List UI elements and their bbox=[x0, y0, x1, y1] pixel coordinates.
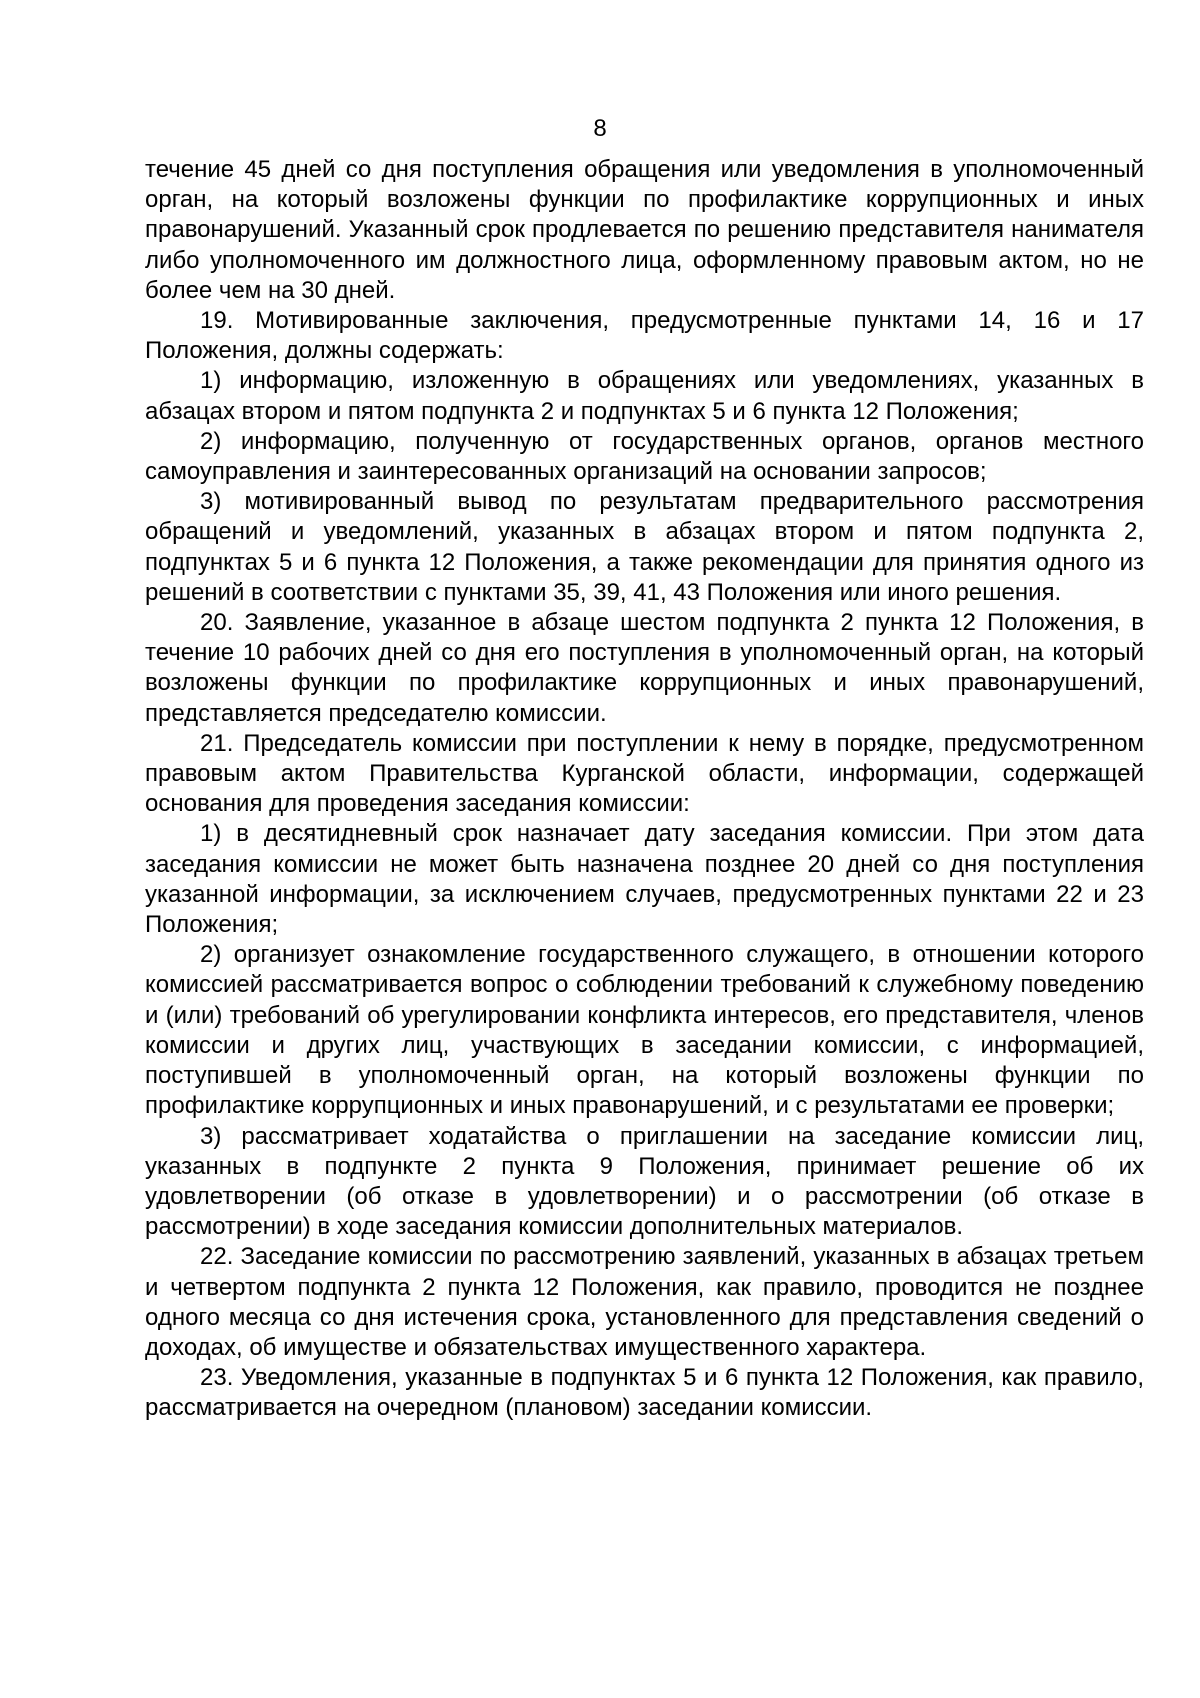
paragraph-item-20: 20. Заявление, указанное в абзаце шестом подпункта 2 пункта 12 Положения, в течение 10 рабочих дней со дня его поступления в уполномоченный орган, на который возложены функции по профилактике коррупционных и иных правонарушений, представляется председателю комиссии. bbox=[145, 609, 1144, 727]
paragraph-item-21-1: 1) в десятидневный срок назначает дату заседания комиссии. При этом дата заседания комиссии не может быть назначена позднее 20 дней со дня поступления указанной информации, за исключением случаев, предусмотренных пунктами 22 и 23 Положения; bbox=[145, 820, 1144, 939]
paragraph-item-23: 23. Уведомления, указанные в подпунктах 5 и 6 пункта 12 Положения, как правило, рассматривается на очередном (плановом) заседании комиссии. bbox=[145, 1364, 1144, 1422]
page-number: 8 bbox=[593, 115, 607, 142]
paragraph-item-19-3: 3) мотивированный вывод по результатам предварительного рассмотрения обращений и уведомлений, указанных в абзацах втором и пятом подпункта 2, подпунктах 5 и 6 пункта 12 Положения, а также рекомендации для принятия одного из решений в соответствии с пунктами 35, 39, 41, 43 Положения или иного решения. bbox=[145, 488, 1144, 606]
paragraph-continuation: течение 45 дней со дня поступления обращения или уведомления в уполномоченный орган, на который возложены функции по профилактике коррупционных и иных правонарушений. Указанный срок продлевается по решению представителя нанимателя либо уполномоченного им должностного лица, оформленному правовым актом, но не более чем на 30 дней. bbox=[145, 156, 1144, 304]
paragraph-item-21-2: 2) организует ознакомление государственного служащего, в отношении которого комиссией рассматривается вопрос о соблюдении требований к служебному поведению и (или) требований об урегулировании конфликта интересов, его представителя, членов комиссии и других лиц, участвующих в заседании комиссии, с информацией, поступившей в уполномоченный орган, на который возложены функции по профилактике коррупционных и иных правонарушений, и с результатами ее проверки; bbox=[145, 941, 1144, 1120]
paragraph-item-19-2: 2) информацию, полученную от государственных органов, органов местного самоуправления и заинтересованных организаций на основании запросов; bbox=[145, 427, 1144, 486]
paragraph-item-19-1: 1) информацию, изложенную в обращениях или уведомлениях, указанных в абзацах втором и пятом подпункта 2 и подпунктах 5 и 6 пункта 12 Положения; bbox=[145, 367, 1144, 425]
paragraph-item-19: 19. Мотивированные заключения, предусмотренные пунктами 14, 16 и 17 Положения, должны содержать: bbox=[145, 307, 1144, 365]
paragraph-item-21: 21. Председатель комиссии при поступлении к нему в порядке, предусмотренном правовым актом Правительства Курганской области, информации, содержащей основания для проведения заседания комиссии: bbox=[145, 729, 1144, 818]
document-body bbox=[145, 155, 1144, 1424]
paragraph-item-21-3: 3) рассматривает ходатайства о приглашении на заседание комиссии лиц, указанных в подпункте 2 пункта 9 Положения, принимает решение об их удовлетворении (об отказе в удовлетворении) и о рассмотрении (об отказе в рассмотрении) в ходе заседания комиссии дополнительных материалов. bbox=[145, 1122, 1144, 1241]
paragraph-item-22: 22. Заседание комиссии по рассмотрению заявлений, указанных в абзацах третьем и четвертом подпункта 2 пункта 12 Положения, как правило, проводится не позднее одного месяца со дня истечения срока, установленного для представления сведений о доходах, об имуществе и обязательствах имущественного характера. bbox=[145, 1243, 1144, 1361]
